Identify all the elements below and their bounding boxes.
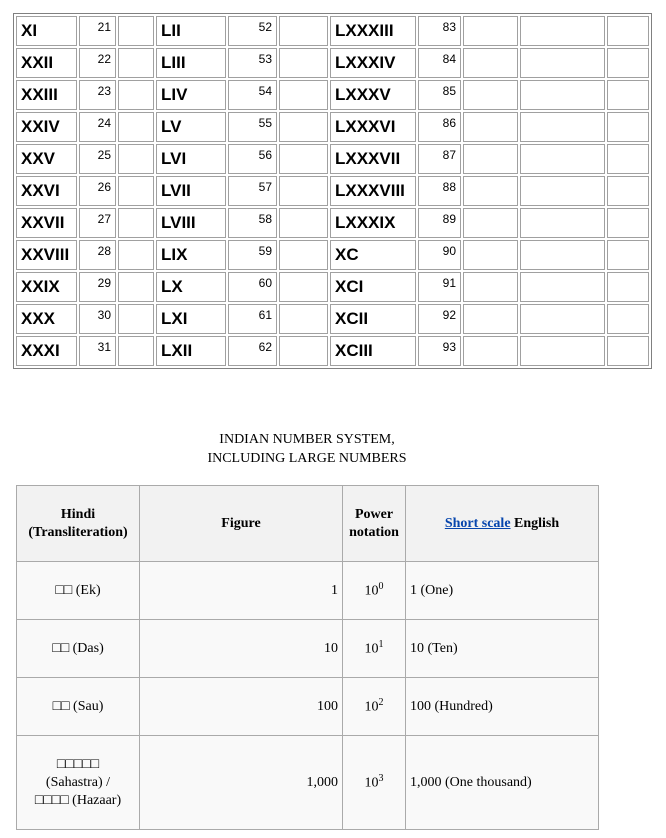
arabic-number-cell: 30 — [79, 304, 116, 334]
empty-cell — [118, 304, 154, 334]
roman-numeral-cell: LV — [156, 112, 226, 142]
empty-cell — [463, 240, 518, 270]
empty-cell — [118, 272, 154, 302]
empty-cell — [279, 336, 328, 366]
roman-numeral-table — [13, 13, 652, 369]
english-cell: 10 (Ten) — [406, 620, 599, 678]
empty-cell — [607, 176, 649, 206]
arabic-number-cell: 53 — [228, 48, 277, 78]
table-row — [16, 144, 649, 174]
roman-numeral-cell: LXXXIV — [330, 48, 416, 78]
empty-cell — [607, 208, 649, 238]
empty-cell — [279, 112, 328, 142]
empty-cell — [279, 240, 328, 270]
roman-numeral-cell: XXVI — [16, 176, 77, 206]
header-hindi — [17, 486, 140, 562]
roman-numeral-cell: LXII — [156, 336, 226, 366]
table-row — [16, 272, 649, 302]
roman-numeral-cell: XCII — [330, 304, 416, 334]
caption-line-2: INCLUDING LARGE NUMBERS — [207, 451, 407, 466]
hindi-line3: □□□□ (Hazaar) — [34, 792, 122, 808]
arabic-number-cell: 88 — [418, 176, 461, 206]
power-exponent: 3 — [378, 773, 384, 785]
roman-numeral-cell: LXXXVIII — [330, 176, 416, 206]
header-hindi-line1: Hindi — [60, 506, 96, 522]
table-row — [17, 736, 599, 830]
header-row — [17, 486, 599, 562]
empty-cell — [118, 16, 154, 46]
roman-table-body — [16, 16, 649, 366]
roman-numeral-cell: LXXXV — [330, 80, 416, 110]
header-figure: Figure — [140, 486, 343, 562]
figure-cell: 1 — [140, 562, 343, 620]
empty-cell — [607, 240, 649, 270]
table-row — [16, 16, 649, 46]
arabic-number-cell: 58 — [228, 208, 277, 238]
roman-numeral-cell: LXXXIII — [330, 16, 416, 46]
roman-numeral-cell: LXXXVII — [330, 144, 416, 174]
roman-numeral-cell: LIV — [156, 80, 226, 110]
empty-cell — [607, 48, 649, 78]
table-row — [16, 208, 649, 238]
empty-cell — [520, 240, 605, 270]
arabic-number-cell: 31 — [79, 336, 116, 366]
arabic-number-cell: 90 — [418, 240, 461, 270]
arabic-number-cell: 29 — [79, 272, 116, 302]
english-cell: 1,000 (One thousand) — [406, 736, 599, 830]
empty-cell — [463, 272, 518, 302]
table-row — [17, 562, 599, 620]
power-exponent: 1 — [378, 639, 384, 651]
empty-cell — [520, 80, 605, 110]
header-hindi-line2: (Transliteration) — [28, 524, 128, 540]
empty-cell — [118, 336, 154, 366]
hindi-cell: □□ (Sau) — [17, 678, 140, 736]
hindi-cell: □□ (Ek) — [17, 562, 140, 620]
roman-numeral-cell: LVII — [156, 176, 226, 206]
power-exponent: 0 — [378, 581, 384, 593]
figure-cell: 100 — [140, 678, 343, 736]
empty-cell — [520, 16, 605, 46]
empty-cell — [520, 272, 605, 302]
empty-cell — [279, 272, 328, 302]
empty-cell — [463, 304, 518, 334]
power-cell — [343, 620, 406, 678]
arabic-number-cell: 89 — [418, 208, 461, 238]
arabic-number-cell: 24 — [79, 112, 116, 142]
empty-cell — [463, 16, 518, 46]
roman-numeral-cell: XXXI — [16, 336, 77, 366]
power-base: 10 — [364, 641, 379, 657]
roman-numeral-cell: XXIII — [16, 80, 77, 110]
arabic-number-cell: 91 — [418, 272, 461, 302]
indian-number-table — [16, 485, 599, 830]
roman-numeral-cell: XXIV — [16, 112, 77, 142]
arabic-number-cell: 26 — [79, 176, 116, 206]
arabic-number-cell: 56 — [228, 144, 277, 174]
arabic-number-cell: 27 — [79, 208, 116, 238]
empty-cell — [118, 48, 154, 78]
arabic-number-cell: 54 — [228, 80, 277, 110]
empty-cell — [463, 208, 518, 238]
roman-numeral-cell: LXI — [156, 304, 226, 334]
arabic-number-cell: 21 — [79, 16, 116, 46]
caption-line-1: INDIAN NUMBER SYSTEM, — [219, 432, 395, 447]
empty-cell — [607, 112, 649, 142]
hindi-cell — [17, 736, 140, 830]
arabic-number-cell: 86 — [418, 112, 461, 142]
empty-cell — [520, 336, 605, 366]
hindi-line1: □□□□□ — [56, 756, 100, 772]
empty-cell — [118, 240, 154, 270]
header-english-label: English — [510, 515, 560, 531]
arabic-number-cell: 83 — [418, 16, 461, 46]
arabic-number-cell: 87 — [418, 144, 461, 174]
table-row — [17, 678, 599, 736]
roman-numeral-cell: XXII — [16, 48, 77, 78]
table-row — [16, 176, 649, 206]
empty-cell — [279, 208, 328, 238]
roman-numeral-cell: XCI — [330, 272, 416, 302]
hindi-cell: □□ (Das) — [17, 620, 140, 678]
empty-cell — [279, 176, 328, 206]
arabic-number-cell: 93 — [418, 336, 461, 366]
empty-cell — [463, 48, 518, 78]
roman-numeral-cell: XXIX — [16, 272, 77, 302]
arabic-number-cell: 62 — [228, 336, 277, 366]
empty-cell — [279, 16, 328, 46]
roman-numeral-cell: LVIII — [156, 208, 226, 238]
roman-numeral-cell: LVI — [156, 144, 226, 174]
short-scale-link[interactable]: Short scale — [444, 515, 511, 531]
figure-cell: 1,000 — [140, 736, 343, 830]
hindi-line2: (Sahastra) / — [45, 774, 111, 790]
roman-numeral-cell: XXVII — [16, 208, 77, 238]
empty-cell — [118, 176, 154, 206]
empty-cell — [463, 144, 518, 174]
table-caption — [0, 430, 614, 468]
arabic-number-cell: 52 — [228, 16, 277, 46]
arabic-number-cell: 22 — [79, 48, 116, 78]
power-base: 10 — [364, 699, 379, 715]
empty-cell — [607, 16, 649, 46]
empty-cell — [463, 336, 518, 366]
empty-cell — [520, 208, 605, 238]
arabic-number-cell: 84 — [418, 48, 461, 78]
figure-cell: 10 — [140, 620, 343, 678]
arabic-number-cell: 25 — [79, 144, 116, 174]
table-row — [16, 240, 649, 270]
roman-numeral-cell: LXXXVI — [330, 112, 416, 142]
empty-cell — [520, 112, 605, 142]
table-row — [16, 112, 649, 142]
empty-cell — [520, 144, 605, 174]
empty-cell — [279, 48, 328, 78]
power-cell — [343, 562, 406, 620]
empty-cell — [607, 80, 649, 110]
empty-cell — [607, 336, 649, 366]
empty-cell — [463, 80, 518, 110]
header-power-line1: Power — [354, 506, 394, 522]
roman-numeral-cell: LX — [156, 272, 226, 302]
empty-cell — [463, 112, 518, 142]
empty-cell — [520, 304, 605, 334]
empty-cell — [607, 304, 649, 334]
roman-numeral-cell: XXX — [16, 304, 77, 334]
arabic-number-cell: 85 — [418, 80, 461, 110]
roman-numeral-cell: XXVIII — [16, 240, 77, 270]
power-base: 10 — [364, 583, 379, 599]
roman-numeral-cell: LII — [156, 16, 226, 46]
english-cell: 1 (One) — [406, 562, 599, 620]
table-row — [16, 80, 649, 110]
roman-numeral-cell: LXXXIX — [330, 208, 416, 238]
empty-cell — [118, 144, 154, 174]
table-row — [16, 304, 649, 334]
roman-numeral-cell: XCIII — [330, 336, 416, 366]
table-row — [17, 620, 599, 678]
empty-cell — [279, 80, 328, 110]
empty-cell — [279, 144, 328, 174]
power-base: 10 — [364, 775, 379, 791]
roman-numeral-cell: XI — [16, 16, 77, 46]
arabic-number-cell: 55 — [228, 112, 277, 142]
roman-numeral-cell: LIII — [156, 48, 226, 78]
power-exponent: 2 — [378, 697, 384, 709]
arabic-number-cell: 28 — [79, 240, 116, 270]
power-cell — [343, 736, 406, 830]
empty-cell — [279, 304, 328, 334]
empty-cell — [118, 80, 154, 110]
roman-numeral-cell: LIX — [156, 240, 226, 270]
header-english — [406, 486, 599, 562]
header-power — [343, 486, 406, 562]
empty-cell — [520, 48, 605, 78]
table-row — [16, 48, 649, 78]
arabic-number-cell: 59 — [228, 240, 277, 270]
arabic-number-cell: 61 — [228, 304, 277, 334]
empty-cell — [463, 176, 518, 206]
roman-numeral-cell: XC — [330, 240, 416, 270]
empty-cell — [118, 208, 154, 238]
table-row — [16, 336, 649, 366]
empty-cell — [607, 144, 649, 174]
arabic-number-cell: 60 — [228, 272, 277, 302]
empty-cell — [607, 272, 649, 302]
power-cell — [343, 678, 406, 736]
empty-cell — [118, 112, 154, 142]
roman-numeral-cell: XXV — [16, 144, 77, 174]
empty-cell — [520, 176, 605, 206]
arabic-number-cell: 92 — [418, 304, 461, 334]
arabic-number-cell: 23 — [79, 80, 116, 110]
arabic-number-cell: 57 — [228, 176, 277, 206]
english-cell: 100 (Hundred) — [406, 678, 599, 736]
header-power-line2: notation — [349, 524, 399, 540]
